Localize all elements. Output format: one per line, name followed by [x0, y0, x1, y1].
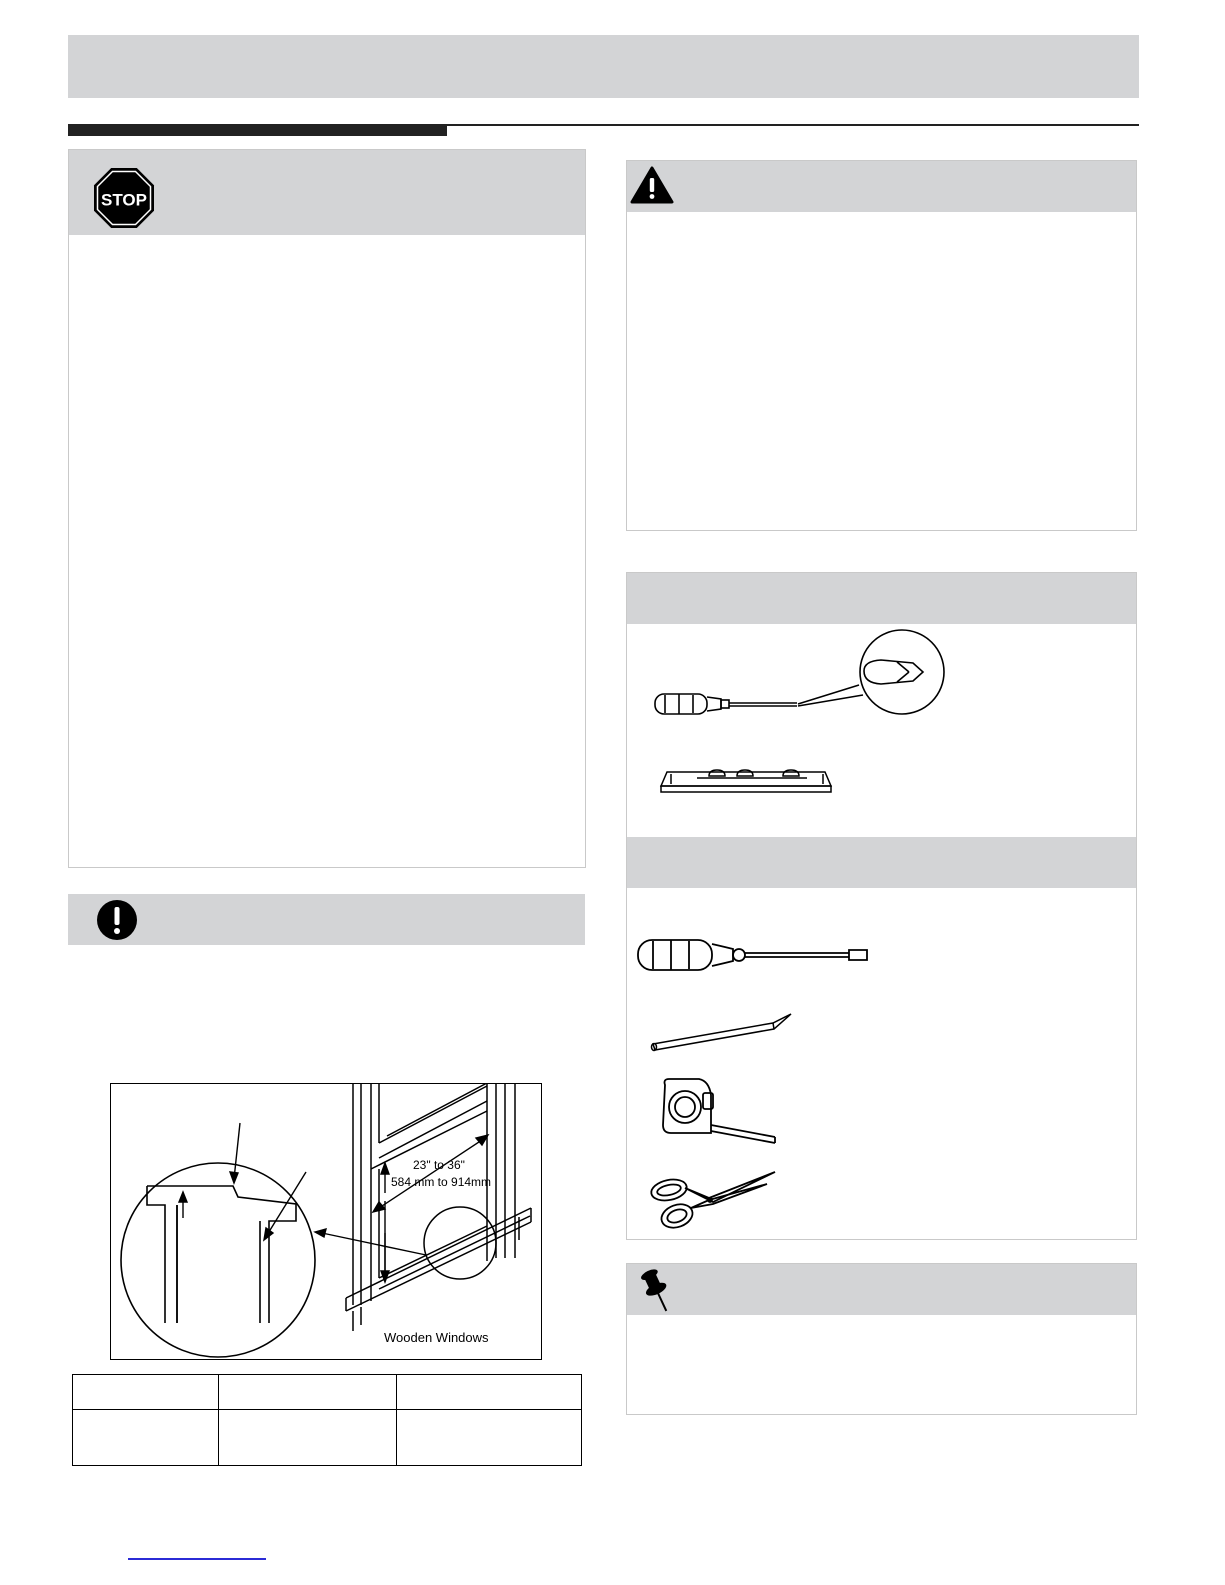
footer-link-underline[interactable] [128, 1558, 266, 1560]
supplied-parts-header [627, 573, 1136, 624]
window-width-range-metric: 584 mm to 914mm [390, 1174, 491, 1189]
window-diagram [110, 1083, 542, 1360]
detail-leader-arrows [179, 1123, 306, 1240]
wooden-window-frame [346, 1083, 531, 1331]
section-rule-thick [68, 124, 447, 136]
spec-table-cell [73, 1375, 219, 1410]
pushpin-icon [637, 1267, 677, 1319]
sill-detail-magnifier [121, 1163, 315, 1357]
spec-table-cell [397, 1410, 582, 1466]
phillips-screwdriver-bit-icon [651, 627, 951, 722]
spec-table-header-row [73, 1375, 582, 1410]
note-panel-header [627, 1264, 1136, 1315]
stop-panel [68, 149, 586, 868]
spec-table [72, 1374, 582, 1466]
exclamation-circle-icon [95, 898, 139, 942]
window-mounting-rail-icon [657, 766, 837, 796]
parts-and-tools-panel [626, 572, 1137, 1240]
spec-table-cell [219, 1410, 397, 1466]
warning-panel-header [627, 161, 1136, 212]
page-header-band [68, 35, 1139, 98]
warning-triangle-icon [630, 166, 674, 204]
spec-table-row [73, 1410, 582, 1466]
scissors-icon [647, 1168, 787, 1233]
tools-needed-header [627, 837, 1136, 888]
window-width-range: 23" to 36" [412, 1157, 465, 1172]
stop-panel-header [69, 150, 585, 235]
tape-measure-icon [657, 1075, 787, 1155]
warning-panel [626, 160, 1137, 531]
spec-table-cell [397, 1375, 582, 1410]
section-rule-thin [447, 124, 1139, 126]
stop-sign-text: STOP [101, 190, 147, 210]
spec-table-cell [219, 1375, 397, 1410]
window-diagram-caption: Wooden Windows [383, 1329, 489, 1345]
pencil-icon [649, 1011, 799, 1056]
note-panel [626, 1263, 1137, 1415]
flathead-screwdriver-icon [635, 935, 880, 975]
stop-sign-icon [93, 167, 155, 229]
caution-panel-header [68, 894, 585, 945]
spec-table-cell [73, 1410, 219, 1466]
